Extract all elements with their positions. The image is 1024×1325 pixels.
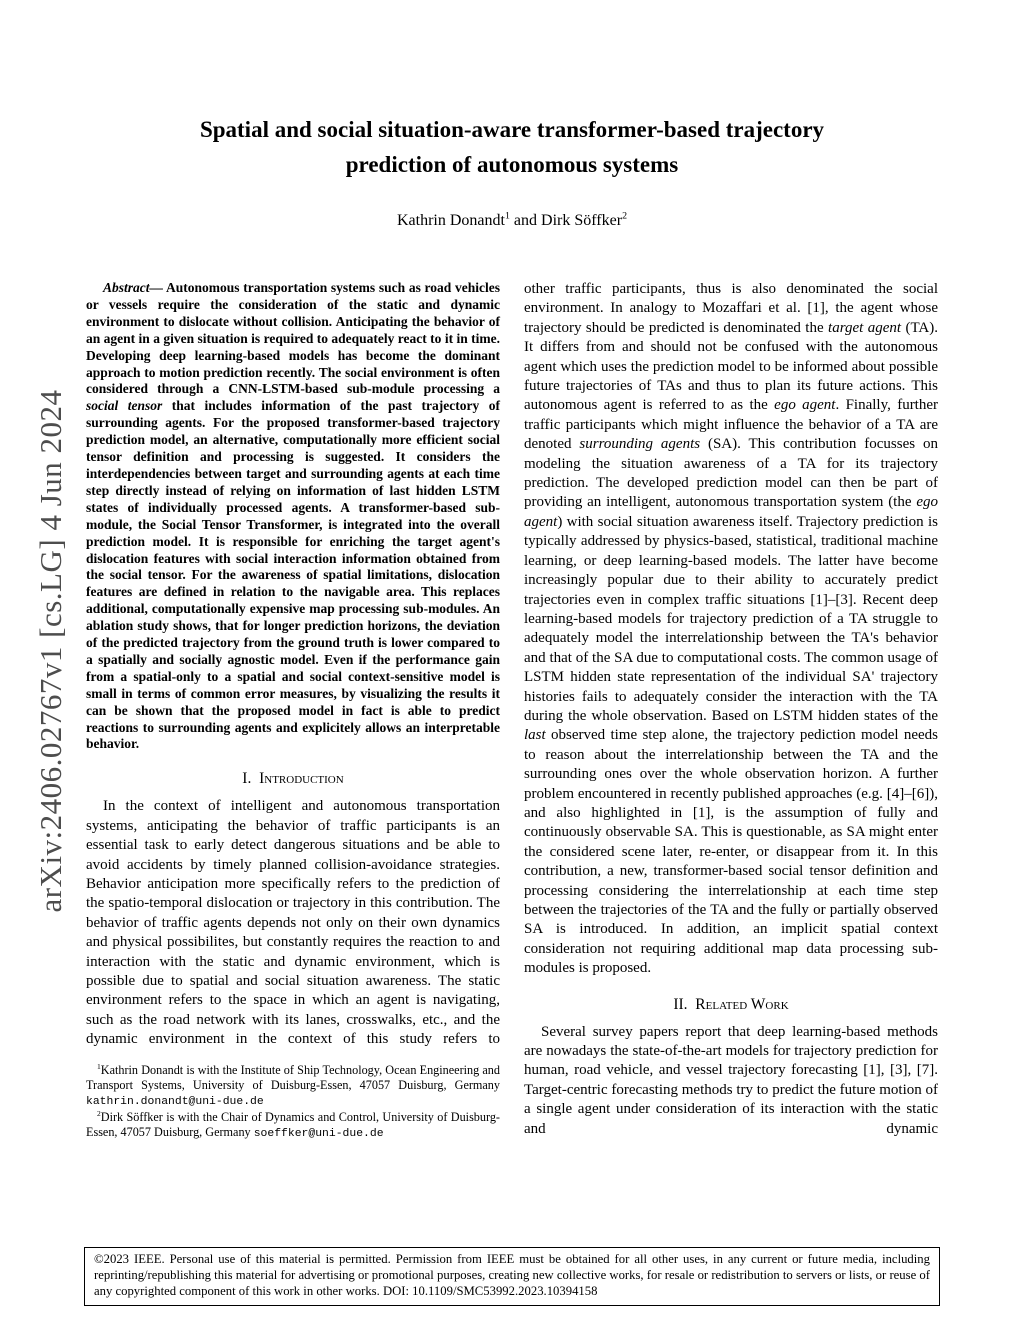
footnote-2-mark: 2 [97, 1108, 101, 1118]
abstract-text-part1: Autonomous transportation systems such as road vehicles or vessels require the consideration of the static and dynamic environment to dislocate without collision. Anticipating the behavior of an agent in a given situation is required to adequately react to it in time. Developing deep learning-based models has become the dominant approach to motion prediction recently. The social environment is often considered through a CNN-LSTM-based sub-module processing a [86, 280, 500, 397]
paper-title-line2: prediction of autonomous systems [345, 152, 679, 177]
footnote-2-text: Dirk Söffker is with the Chair of Dynamics and Control, University of Duisburg-Essen, 47057 Duisburg, Germany [86, 1109, 500, 1139]
term-last: last [524, 727, 546, 744]
intro-cont-text-1: (TA). It differs from and should not be confused with the autonomous agent which uses the prediction model to be informed about possible future trajectories of TAs and thus to plan its future actions. This autonomous agent is referred to as the [524, 319, 938, 414]
abstract [86, 280, 500, 753]
footnote-1-mark: 1 [97, 1061, 101, 1071]
author-1-affiliation-mark: 1 [504, 210, 510, 222]
page-content [86, 112, 938, 1142]
abstract-text-part2: that includes information of the past trajectory of surrounding agents. For the proposed transformer-based trajectory prediction model, an alternative, computationally more efficient social tensor definition and processing is suggested. It considers the interdependencies between target and surrounding agents at each time step directly instead of relying on information of last hidden LSTM states of individually processed agents. A transformer-based sub-module, the Social Tensor Transformer, is integrated into the overall prediction model. It is responsible for enriching the target agent's dislocation features with social interaction information obtained from the social tensor. For the awareness of spatial limitations, dislocation features are defined in relation to the navigable area. This replaces additional, computationally expensive map processing sub-modules. An ablation study shows, that for longer prediction horizons, the deviation of the predicted trajectory from the ground truth is lower compared to a spatially and socially agnostic model. Even if the performance gain from a spatial-only to a spatial and social context-sensitive model is small in terms of common error measures, by visualizing the results it can be shown that the proposed model in fact is able to predict reactions to surrounding agents and explicitely allows an interpretable behavior. [86, 398, 500, 752]
paper-title [86, 112, 938, 182]
author-1-name: Kathrin Donandt [396, 212, 505, 229]
abstract-label: Abstract— [103, 280, 164, 295]
copyright-notice: ©2023 IEEE. Personal use of this material is permitted. Permission from IEEE must be obtained for all other uses, in any current or future media, including reprinting/republishing this material for advertising or promotional purposes, creating new collective works, for resale or redistribution to servers or lists, or reuse of any copyrighted component of this work in other works. DOI: 10.1109/SMC53992.2023.10394158 [84, 1247, 940, 1306]
author-separator: and [509, 212, 542, 229]
term-ego-agent-2: ego agent [524, 494, 938, 530]
footnote-2 [86, 1110, 500, 1142]
section-heading-related-work: II. Related Work [673, 995, 789, 1013]
intro-cont-text-2: . Finally, further traffic participants which might influence the behavior of a TA are denoted [524, 397, 939, 453]
abstract-term-social-tensor: social tensor [86, 398, 163, 414]
term-surrounding-agents: surrounding agents [579, 436, 701, 453]
footnote-2-email: soeffker@uni-due.de [253, 1127, 384, 1140]
arxiv-watermark: arXiv:2406.02767v1 [cs.LG] 4 Jun 2024 [33, 389, 68, 913]
term-target-agent: target agent [828, 319, 902, 336]
paper-title-line1: Spatial and social situation-aware transformer-based trajectory [199, 117, 825, 142]
two-column-body [86, 280, 938, 1142]
introduction-continued-paragraph [524, 280, 938, 979]
footnote-1-email: kathrin.donandt@uni-due.de [86, 1095, 264, 1108]
author-2-name: Dirk Söffker [541, 212, 623, 229]
left-column [86, 280, 500, 1142]
intro-cont-text-5: observed time step alone, the trajectory pediction model needs to reason about the interrelationship between the TA and the surrounding ones over the whole observation horizon. A further problem encountered in recently published approaches (e.g. [4]–[6]), and also highlighted in [1], is the assumption of fully and continuously observable SA. This is questionable, as SA might enter the considered scene later, re-enter, or disappear from it. In this contribution, a new, transformer-based social tensor definition and processing considering the interrelationship at each time step between the trajectories of the TA and the fully or partially observed SA is introduced. In addition, an implicit spatial context consideration not requiring additional map data processing sub-modules is proposed. [524, 727, 938, 977]
introduction-paragraph: In the context of intelligent and autonomous transportation systems, anticipating the behavior of traffic participants is an essential task to early detect dangerous situations and be able to avoid accidents by timely planned collision-avoidance strategies. Behavior anticipation more specifically refers to the prediction of the spatio-temporal dislocation or trajectory in this contribution. The behavior of traffic agents depends not only on their own dynamics and physical possibilites, but constantly requires the reaction to and interaction with the static and dynamic environment, which is possible due to spatial and social situation awareness. The static environment refers to the space in which an agent is navigating, such as the road network with its lanes, crosswalks, etc., and the dynamic environment in the context of this study refers to [86, 798, 500, 1048]
right-column [524, 280, 938, 1142]
footnote-1 [86, 1063, 500, 1110]
footnote-1-text: Kathrin Donandt is with the Institute of Ship Technology, Ocean Engineering and Transport Systems, University of Duisburg-Essen, 47057 Duisburg, Germany [86, 1062, 500, 1092]
intro-cont-text-4: ) with social situation awareness itself. Trajectory prediction is typically addressed by physics-based, statistical, traditional machine learning, or deep learning-based models. The latter have become increasingly popular due to their ability to accurately predict trajectories even in complex traffic situations [1]–[3]. Recent deep learning-based models for trajectory prediction of a TA struggle to adequately model the interrelationship between the TA's behavior and that of the SA due to computational costs. The common usage of LSTM hidden state representation of the individual SA' trajectory histories fails to adequately consider the interaction with the TA during the whole observation. Based on LSTM hidden states of the [524, 513, 938, 724]
related-work-paragraph: Several survey papers report that deep learning-based methods are nowadays the state-of-the-art models for trajectory prediction for human, road vehicle, and vessel trajectory forecasting [1], [3], [7]. Target-centric forecasting methods try to predict the future motion of a single agent under consideration of its interaction with the static and dynamic [524, 1023, 938, 1137]
section-heading-introduction: I. Introduction [242, 770, 344, 788]
intro-cont-text-0: other traffic participants, thus is also denominated the social environment. In analogy to Mozaffari et al. [1], the agent whose trajectory should be predicted is denominated the [524, 281, 938, 336]
intro-cont-text-3: (SA). This contribution focusses on modeling the situation awareness of a TA for its trajectory prediction. The developed prediction model can then be part of providing an intelligent, autonomous transportation system (the [524, 436, 938, 511]
author-footnotes [86, 1063, 500, 1142]
author-line [86, 212, 938, 230]
term-ego-agent: ego agent [774, 397, 836, 414]
author-2-affiliation-mark: 2 [622, 210, 628, 222]
